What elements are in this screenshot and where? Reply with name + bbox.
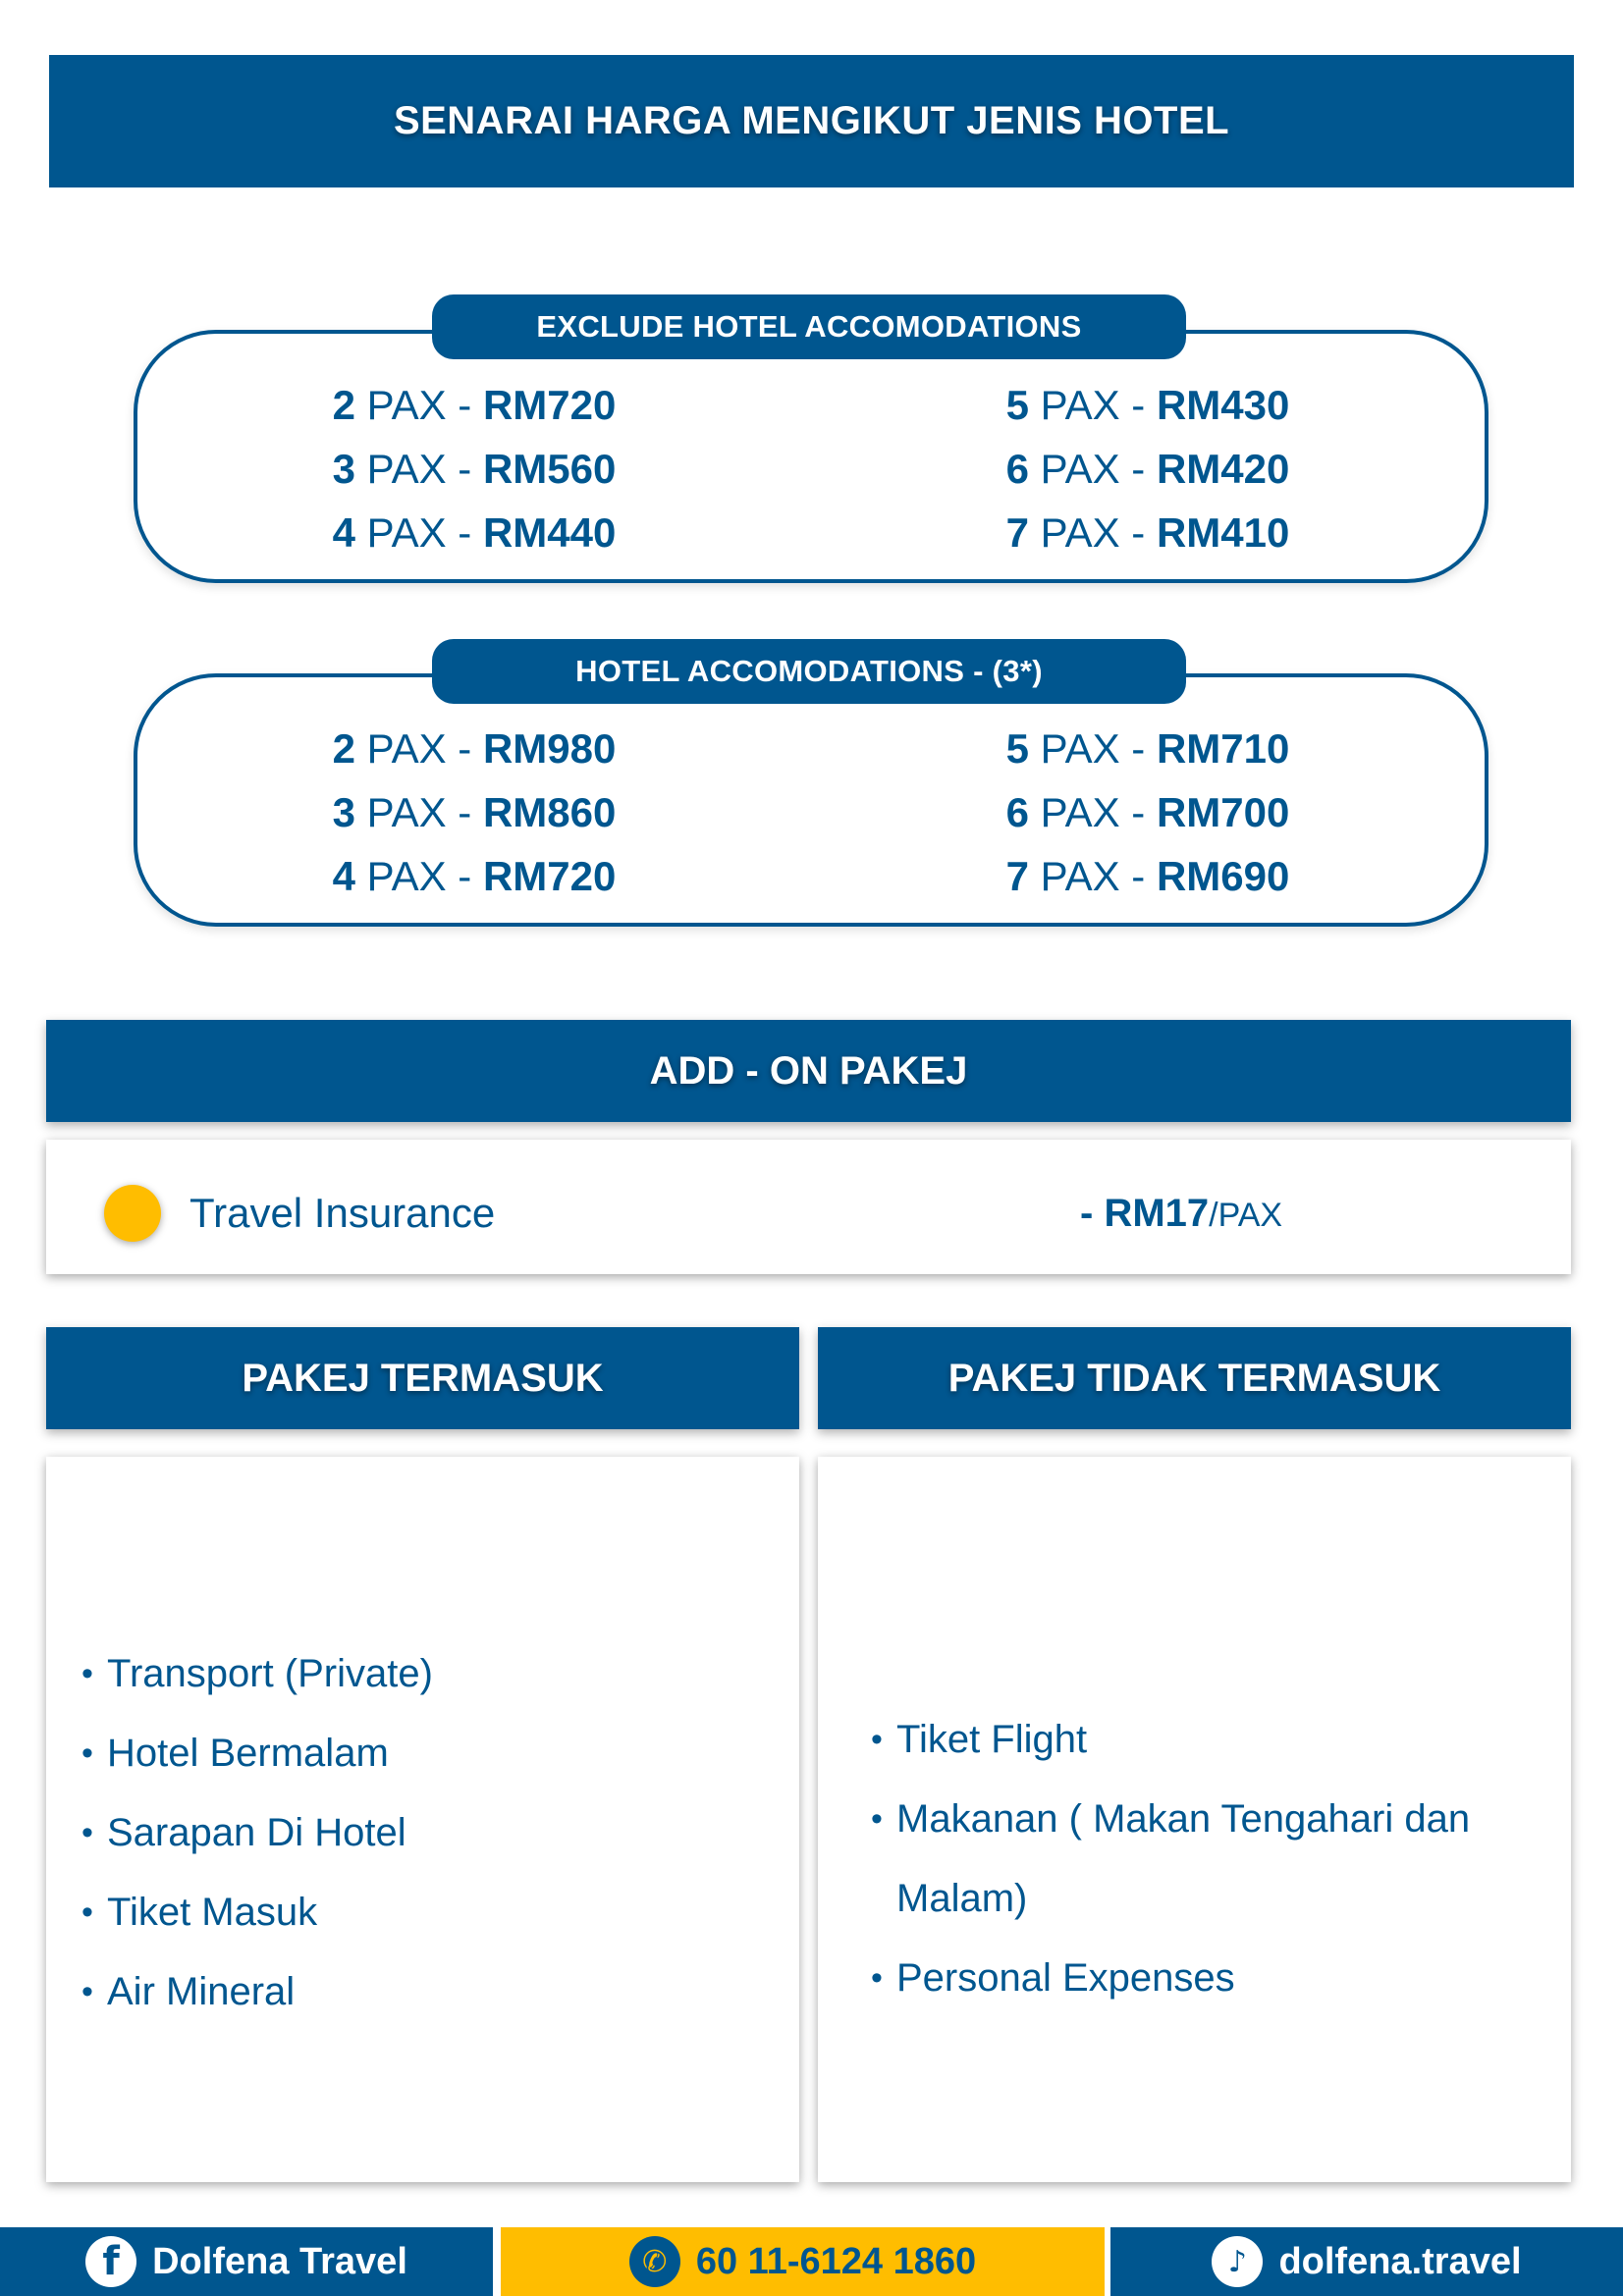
page-title: SENARAI HARGA MENGIKUT JENIS HOTEL: [49, 55, 1574, 187]
phone-icon: ✆: [629, 2236, 680, 2287]
price-row: 2 PAX - RM720: [332, 382, 617, 428]
price-row: 5 PAX - RM430: [1005, 382, 1290, 428]
list-item: • Transport (Private): [81, 1634, 433, 1714]
price-row: 5 PAX - RM710: [1005, 725, 1290, 772]
price-table-hotel-3-star: [134, 673, 1488, 927]
footer-tiktok-link[interactable]: [1110, 2227, 1623, 2296]
included-list: [81, 1634, 433, 2032]
footer-facebook-label: Dolfena Travel: [152, 2240, 407, 2282]
bullet-dot-icon: [104, 1185, 161, 1242]
price-column-left: [137, 717, 811, 908]
price-table-title: EXCLUDE HOTEL ACCOMODATIONS: [432, 294, 1186, 359]
footer-phone-label: 60 11-6124 1860: [695, 2240, 977, 2282]
list-item: • Makanan ( Makan Tengahari dan Malam): [871, 1780, 1548, 1939]
price-row: 3 PAX - RM860: [332, 789, 617, 835]
footer-phone-link[interactable]: [501, 2227, 1105, 2296]
footer-facebook-link[interactable]: [0, 2227, 493, 2296]
price-column-left: [137, 373, 811, 564]
addon-item-name: Travel Insurance: [189, 1190, 496, 1236]
list-item: • Tiket Masuk: [81, 1873, 433, 1952]
list-item: • Personal Expenses: [871, 1939, 1548, 2018]
price-column-right: [811, 373, 1485, 564]
facebook-icon: f: [85, 2236, 136, 2287]
addon-item-price: - RM17/PAX: [1080, 1192, 1283, 1235]
price-row: 6 PAX - RM700: [1005, 789, 1290, 835]
price-row: 4 PAX - RM720: [332, 853, 617, 899]
footer-tiktok-label: dolfena.travel: [1278, 2240, 1522, 2282]
price-row: 4 PAX - RM440: [332, 509, 617, 556]
price-table-exclude-hotel: [134, 330, 1488, 583]
price-table-title: HOTEL ACCOMODATIONS - (3*): [432, 639, 1186, 704]
price-row: 3 PAX - RM560: [332, 446, 617, 492]
included-section-header: PAKEJ TERMASUK: [46, 1327, 799, 1429]
price-row: 6 PAX - RM420: [1005, 446, 1290, 492]
addon-section-header: ADD - ON PAKEJ: [46, 1020, 1571, 1122]
list-item: • Air Mineral: [81, 1952, 433, 2032]
list-item: • Sarapan Di Hotel: [81, 1793, 433, 1873]
list-item: • Tiket Flight: [871, 1700, 1548, 1780]
price-column-right: [811, 717, 1485, 908]
price-row: 7 PAX - RM690: [1005, 853, 1290, 899]
excluded-list: [871, 1700, 1548, 2018]
price-row: 7 PAX - RM410: [1005, 509, 1290, 556]
price-row: 2 PAX - RM980: [332, 725, 617, 772]
excluded-section-header: PAKEJ TIDAK TERMASUK: [818, 1327, 1571, 1429]
tiktok-icon: ♪: [1212, 2236, 1263, 2287]
list-item: • Hotel Bermalam: [81, 1714, 433, 1793]
